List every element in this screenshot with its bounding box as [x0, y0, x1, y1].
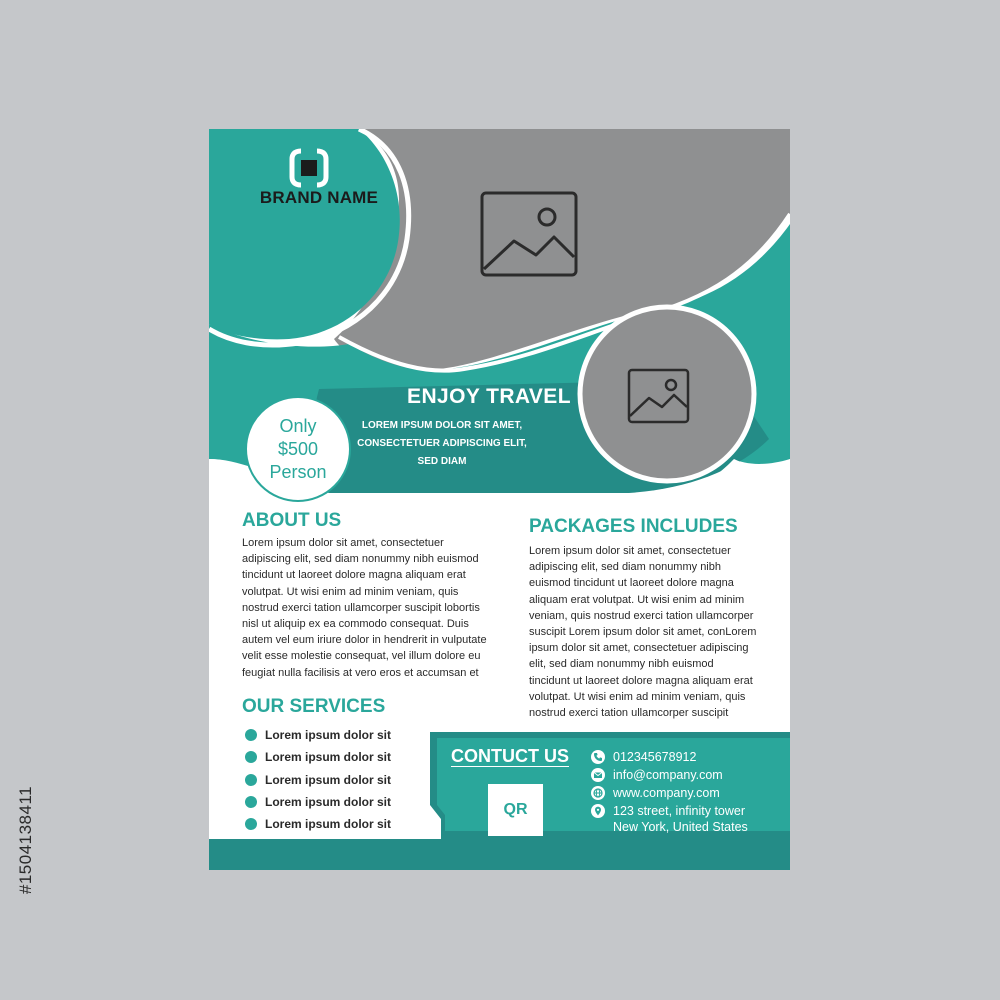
- packages-line: nostrud exerci tation ullamcorper suscipit: [529, 707, 729, 720]
- packages-line: tincidunt ut laoreet dolore magna aliquam erat: [529, 674, 753, 687]
- hero-subhead: LOREM IPSUM DOLOR SIT AMET, CONSECTETUER ADIPISCING ELIT, SED DIAM: [357, 420, 527, 467]
- stock-id-label: [6, 765, 46, 915]
- travel-flyer: [209, 129, 790, 870]
- globe-icon: [591, 786, 605, 800]
- phone-icon: [591, 750, 605, 764]
- about-line: volutpat. Ut wisi enim ad minim veniam, quis: [242, 585, 459, 598]
- about-line: nostrud exerci tation ullamcorper suscipit lobortis: [242, 601, 480, 614]
- service-label: Lorem ipsum dolor sit: [265, 728, 392, 743]
- service-label: Lorem ipsum dolor sit: [265, 817, 392, 832]
- contact-email: [591, 767, 723, 783]
- services-title: OUR SERVICES: [242, 696, 386, 717]
- stock-id-text: #1504138411: [16, 785, 35, 895]
- price-line-2: $500: [277, 438, 319, 459]
- brand-name: BRAND NAME: [259, 188, 379, 207]
- contact-email-text: info@company.com: [613, 768, 723, 782]
- contact-address: [591, 803, 748, 835]
- packages-line: euismod tincidunt ut laoreet dolore magna: [529, 577, 734, 590]
- service-label: Lorem ipsum dolor sit: [265, 795, 392, 810]
- packages-line: ipsum dolor sit amet, consectetuer adipiscing: [529, 642, 749, 655]
- contact-phone-text: 012345678912: [613, 750, 697, 764]
- qr-label: QR: [503, 801, 528, 818]
- contact-website-text: www.company.com: [613, 786, 720, 800]
- about-line: tincidunt ut laoreet dolore magna aliquam erat: [242, 569, 466, 582]
- contact-address-line-1: 123 street, infinity tower: [613, 804, 746, 818]
- contact-phone: [591, 749, 696, 765]
- contact-title: CONTUCT US: [451, 746, 569, 766]
- packages-line: aliquam erat volutpat. Ut wisi enim ad minim: [529, 593, 745, 606]
- contact-address-line-2: New York, United States: [613, 820, 748, 834]
- packages-line: volutpat. Ut wisi enim ad minim veniam, quis: [529, 690, 746, 703]
- about-line: feugiat nulla facilisis at vero eros et accumsan et: [242, 666, 479, 679]
- about-line: nisl ut aliquip ex ea commodo consequat. Duis: [242, 618, 469, 631]
- packages-line: Lorem ipsum dolor sit amet, consectetuer: [529, 545, 731, 557]
- about-line: Lorem ipsum dolor sit amet, consectetuer: [242, 537, 444, 549]
- about-line: autem vel eum iriure dolor in hendrerit in vulputate: [242, 634, 487, 647]
- about-line: velit esse molestie consequat, vel illum dolore eu: [242, 650, 481, 663]
- service-label: Lorem ipsum dolor sit: [265, 772, 392, 787]
- packages-line: elit, sed diam nonummy nibh euismod: [529, 658, 714, 671]
- price-line-1: Only: [279, 415, 317, 436]
- about-title: ABOUT US: [242, 510, 342, 531]
- footer-bar: [209, 839, 790, 870]
- service-label: Lorem ipsum dolor sit: [265, 750, 392, 765]
- about-line: adipiscing elit, sed diam nonummy nibh euismod: [242, 553, 479, 566]
- packages-title: PACKAGES INCLUDES: [529, 516, 738, 537]
- hero-headline: ENJOY TRAVEL: [407, 385, 571, 408]
- location-pin-icon: [591, 804, 605, 818]
- mail-icon: [591, 768, 605, 782]
- price-line-3: Person: [269, 461, 327, 482]
- packages-line: suscipit Lorem ipsum dolor sit amet, conLorem: [529, 626, 757, 639]
- contact-website: [591, 785, 720, 801]
- packages-line: adipiscing elit, sed diam nonummy nibh: [529, 561, 721, 574]
- qr-code-placeholder: [488, 784, 543, 836]
- packages-line: veniam, quis nostrud exerci tation ullamcorper: [529, 609, 754, 622]
